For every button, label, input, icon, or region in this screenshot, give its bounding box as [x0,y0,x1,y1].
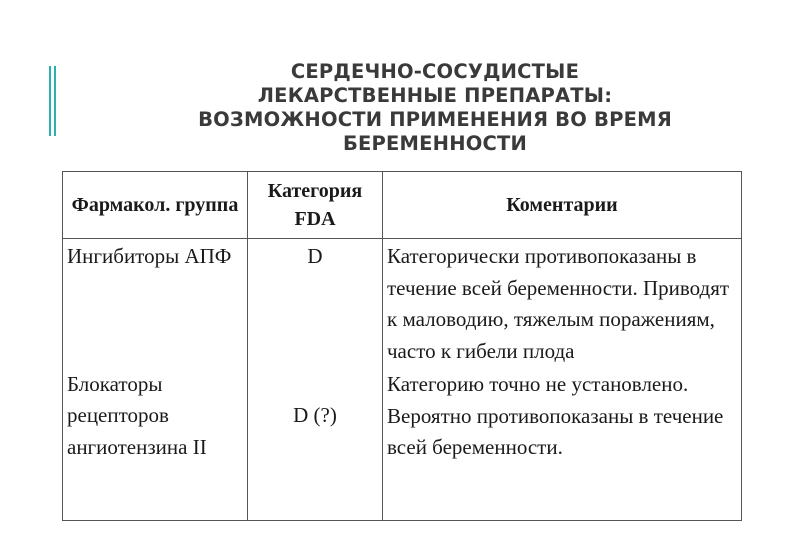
accent-line-left [49,66,51,136]
header-comment: Коментарии [383,172,742,239]
cell-comment-column [383,239,742,521]
title-line-3: ВОЗМОЖНОСТИ ПРИМЕНЕНИЯ ВО ВРЕМЯ [198,108,672,131]
category-arb: D (?) [293,402,337,427]
table-header-row [63,172,742,239]
comment-arb: Категорию точно не установлено. Вероятно противопоказаны в течение всей беременности. [387,372,724,459]
category-ace-inhibitors: D [307,244,323,268]
cell-category-column [248,239,383,521]
title-line-4: БЕРЕМЕННОСТИ [342,132,528,155]
title-line-2: ЛЕКАРСТВЕННЫЕ ПРЕПАРАТЫ: [257,84,613,107]
accent-line-right [54,66,56,136]
group-ace-inhibitors: Ингибиторы АПФ [67,244,232,268]
cell-group-column [63,239,248,521]
drug-table [62,171,742,521]
header-category: Категория FDA [248,172,383,239]
group-arb: Блокаторы рецепторов ангиотензина II [67,371,207,459]
slide-title [70,60,800,156]
comment-ace-inhibitors: Категорически противопоказаны в течение всей беременности. Приводят к маловодию, тяжелым поражениям, часто к гибели плода [387,244,730,363]
table-row [63,239,742,521]
title-line-1: СЕРДЕЧНО-СОСУДИСТЫЕ [290,60,580,83]
header-group: Фармакол. группа [63,172,248,239]
